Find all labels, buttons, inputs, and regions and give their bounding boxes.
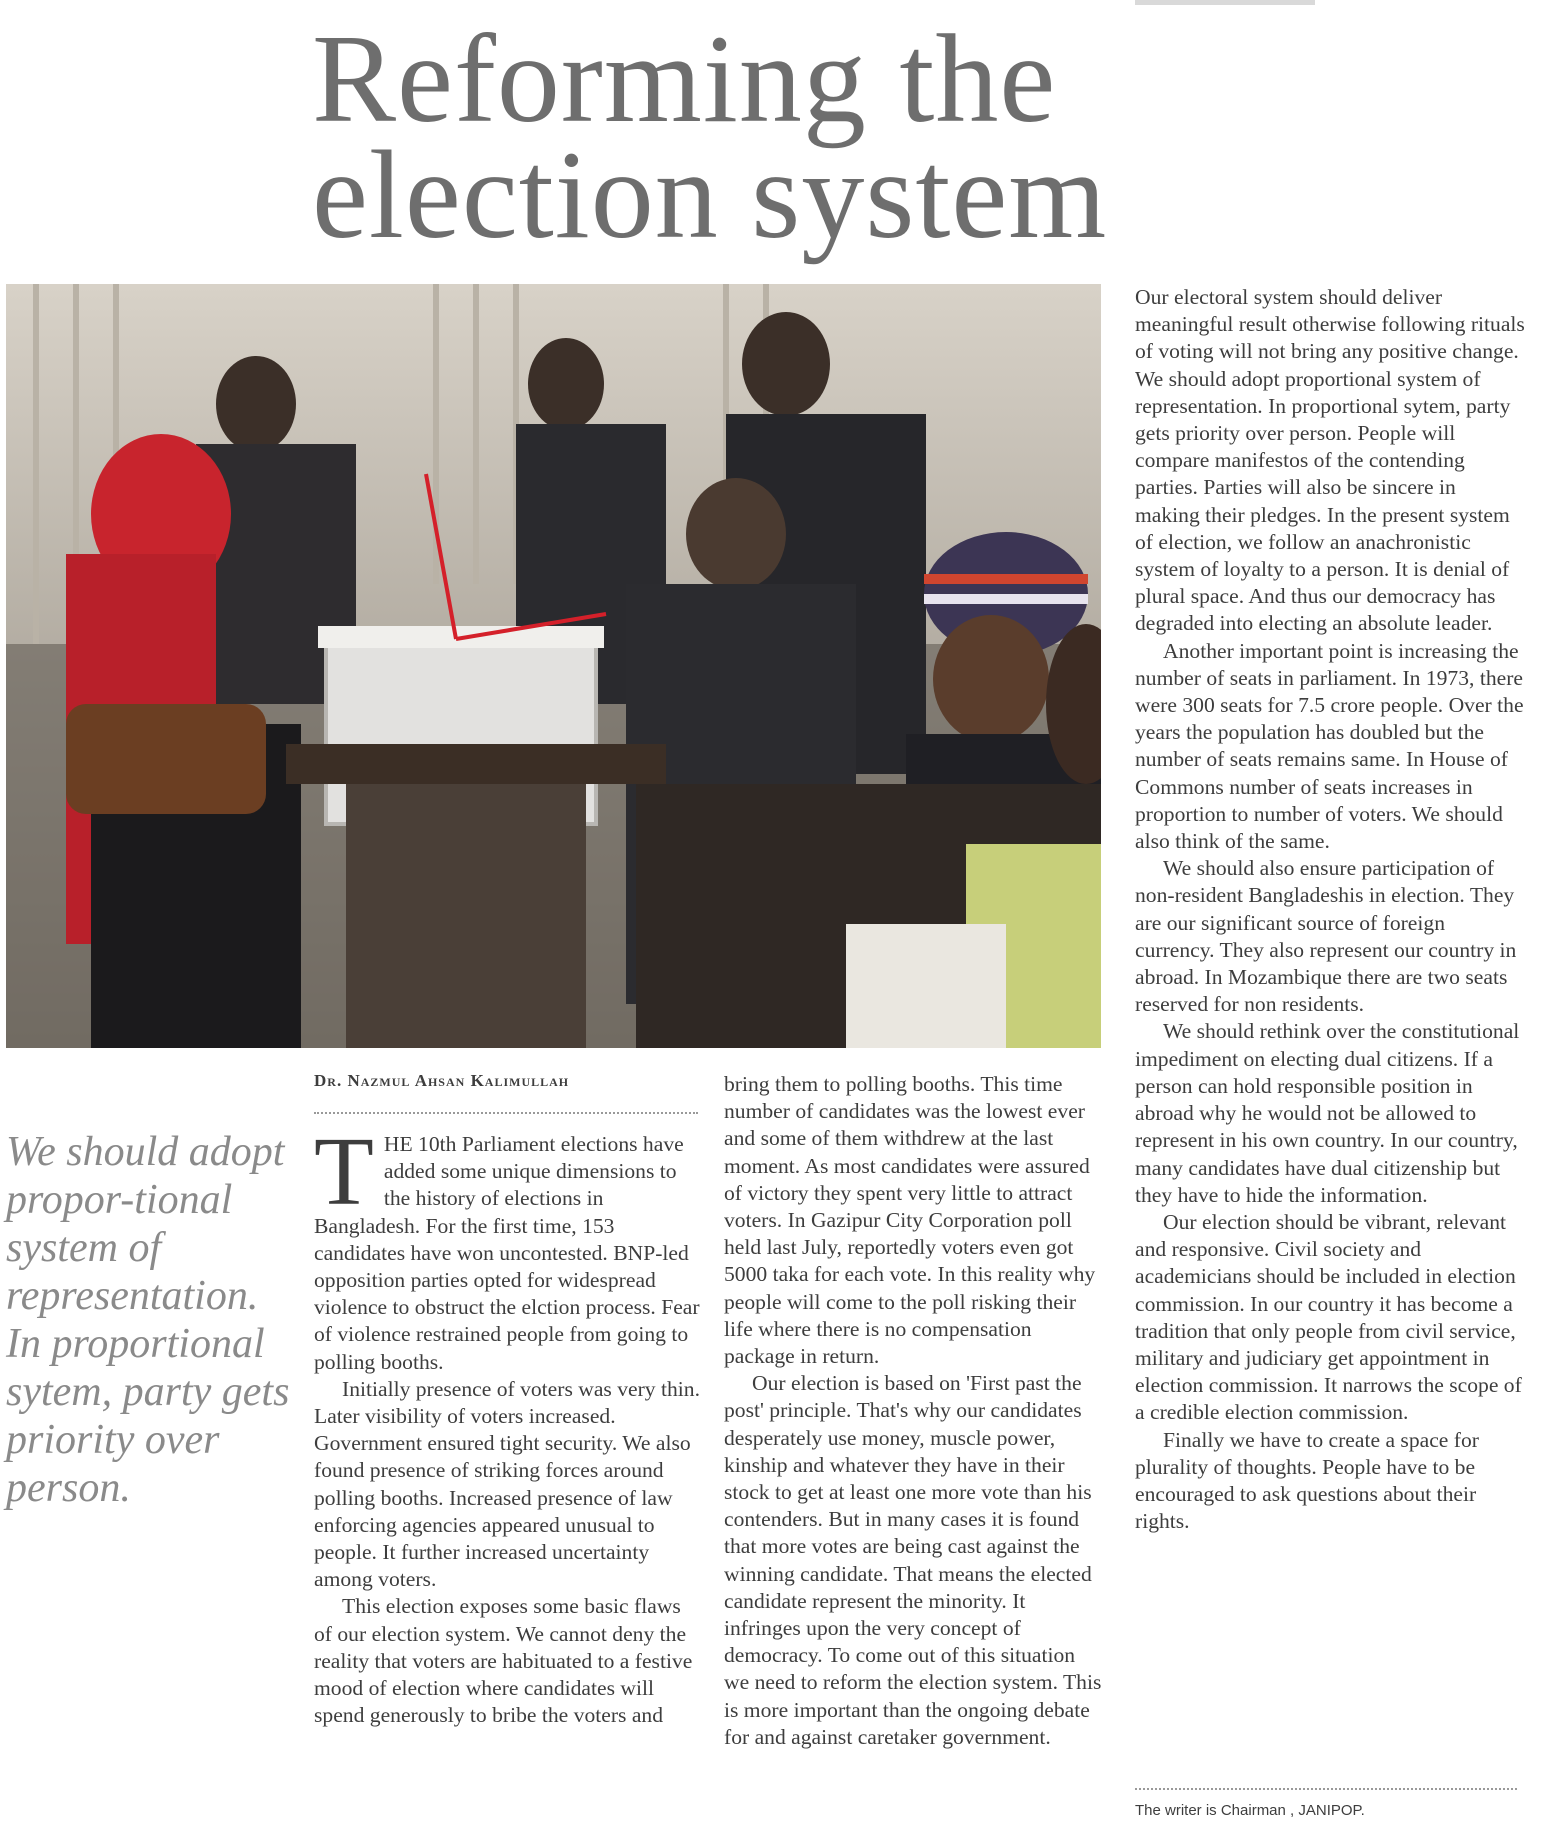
polling-booth-photo — [6, 284, 1101, 1048]
byline: Dr. Nazmul Ahsan Kalimullah — [314, 1071, 570, 1090]
article-column-3 — [1135, 284, 1525, 1535]
article-headline: Reforming the election system — [312, 10, 1108, 265]
paragraph — [314, 1118, 702, 1376]
paragraph: Finally we have to create a space for plurality of thoughts. People have to be encouraged to ask questions about their rights. — [1135, 1427, 1479, 1534]
article-photo — [6, 284, 1101, 1048]
byline-divider — [314, 1112, 698, 1114]
drop-cap: T — [314, 1118, 374, 1226]
article-column-1 — [314, 1118, 702, 1729]
paragraph-text: HE 10th Parliament elections have added some unique dimensions to the history of elections in Bangladesh. For the first time, 153 candidates have won uncontested. BNP-led opposition parties opted for widespread violence to obstruct the elction process. Fear of violence restrained people from going to polling booths. — [314, 1132, 700, 1374]
paragraph: This election exposes some basic flaws of our election system. We cannot deny the reality that voters are habituated to a festive mood of election where candidates will spend generously to bribe the voters and — [314, 1594, 693, 1728]
paragraph: We should rethink over the constitutional impediment on electing dual citizens. If a person can hold responsible position in abroad why he would not be allowed to represent in his own country. In our country, many candidates have dual citizenship but they have to hide the information. — [1135, 1019, 1520, 1207]
paragraph: Another important point is increasing the number of seats in parliament. In 1973, there were 300 seats for 7.5 crore people. Over the years the population has doubled but the number of seats remains same. In House of Commons number of seats increases in proportion to number of voters. We should also think of the same. — [1135, 638, 1524, 854]
writer-credit: The writer is Chairman , JANIPOP. — [1135, 1802, 1365, 1819]
article-column-2 — [724, 1071, 1104, 1751]
credit-divider — [1135, 1788, 1517, 1790]
paragraph: Initially presence of voters was very thin. Later visibility of voters increased. Government ensured tight security. We also found presence of striking forces around polling booths. Increased presence of law enforcing agencies appeared unusual to people. It further increased uncertainty among voters. — [314, 1376, 700, 1592]
paragraph: Our election is based on 'First past the post' principle. That's why our candidates desperately use money, muscle power, kinship and whatever they have in their stock to get at least one more vote than his contenders. But in many cases it is found that more votes are being cast against the winning candidate. That means the elected candidate represent the minority. It infringes upon the very concept of democracy. To come out of this situation we need to reform the election system. This is more important than the ongoing debate for and against caretaker government. — [724, 1371, 1102, 1749]
pull-quote: We should adopt propor-tional system of representation. In proportional sytem, party gets priority over person. — [6, 1129, 290, 1511]
page-top-mark — [1135, 0, 1315, 5]
paragraph: We should also ensure participation of non-resident Bangladeshis in election. They are our significant source of foreign currency. They also represent our country in abroad. In Mozambique there are two seats reserved for non residents. — [1135, 856, 1517, 1017]
paragraph: Our electoral system should deliver meaningful result otherwise following rituals of voting will not bring any positive change. We should adopt proportional system of representation. In proportional sytem, party gets priority over person. People will compare manifestos of the contending parties. Parties will also be sincere in making their pledges. In the present system of election, we follow an anachronistic system of loyalty to a person. It is denial of plural space. And thus our democracy has degraded into electing an absolute leader. — [1135, 285, 1525, 636]
paragraph: bring them to polling booths. This time number of candidates was the lowest ever and some of them withdrew at the last moment. As most candidates were assured of victory they spent very little to attract voters. In Gazipur City Corporation poll held last July, reportedly voters even got 5000 taka for each vote. In this reality why people will come to the poll risking their life where there is no compensation package in return. — [724, 1072, 1096, 1369]
paragraph: Our election should be vibrant, relevant and responsive. Civil society and academicians should be included in election commission. In our country it has become a tradition that only people from civil service, military and judiciary get appointment in election commission. It narrows the scope of a credible election commission. — [1135, 1209, 1522, 1425]
